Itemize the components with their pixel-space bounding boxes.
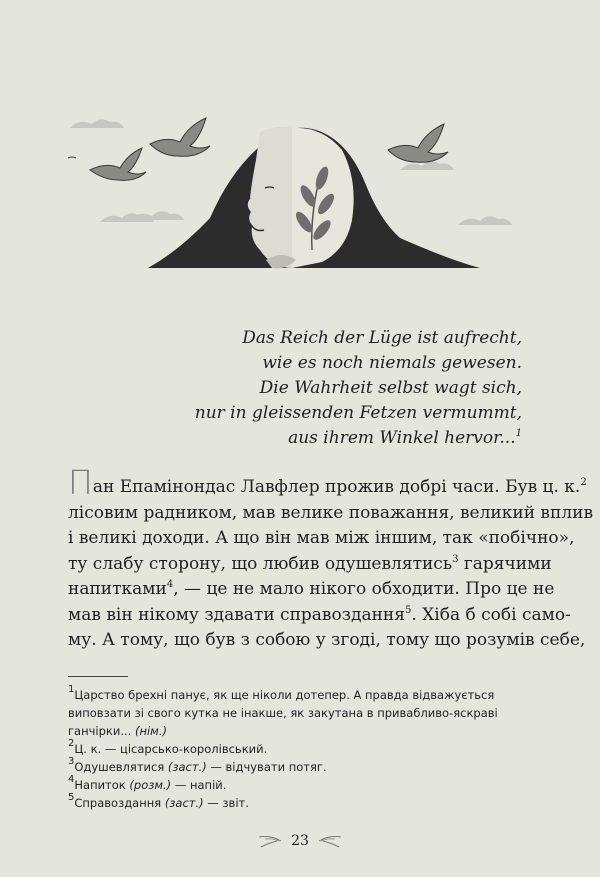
footnotes (68, 686, 536, 812)
footnote-divider (68, 676, 128, 677)
body-line: му. А тому, що був з собою у згоді, тому що розумів себе, (68, 630, 586, 650)
footnote-1: $^1$Царство брехні панує, як ще ніколи дотепер. А правда відважується (68, 684, 495, 702)
body-line: і великі доходи. А що він мав між іншим, так «побічно», (68, 528, 575, 548)
epigraph-line: aus ihrem Winkel hervor...$^1$ (288, 428, 522, 448)
leaf-ornament-left-icon (257, 833, 283, 849)
body-line: лісовим радником, мав велике поважання, великий вплив (68, 502, 594, 523)
drop-cap: П (68, 463, 93, 502)
epigraph-line: nur in gleissenden Fetzen vermummt, (194, 403, 522, 423)
footnote-5: $^5$Справоздання (заст.) — звіт. (68, 792, 249, 810)
footnote-1-cont: виповзати зі свого кутка не інакше, як закутана в привабливо-яскраві (68, 706, 498, 720)
body-text (68, 463, 594, 654)
epigraph-line: Die Wahrheit selbst wagt sich, (259, 378, 522, 398)
body-line: напитками$^4$, — це не мало нікого обходити. Про це не (68, 579, 555, 599)
body-line: Пан Епамінондас Лавфлер прожив добрі часи. Був ц. к.$^2$ (68, 463, 587, 502)
woman-with-doves-illustration (60, 100, 530, 290)
body-line: ту слабу сторону, що любив одушевлятись$^3$ гарячими (68, 553, 552, 574)
footnote-ref[interactable]: 4 (166, 579, 174, 590)
footnote-1-cont: ганчірки... (нім.) (68, 724, 167, 738)
body-line: мав він нікому здавати справоздання$^5$. Хіба б собі само- (68, 604, 571, 625)
footnote-ref[interactable]: 2 (580, 477, 587, 488)
footnote-ref[interactable]: 1 (515, 428, 522, 439)
footnote-2: $^2$Ц. к. — цісарсько-королівський. (68, 738, 268, 756)
leaf-ornament-right-icon (317, 833, 343, 849)
footnote-4: $^4$Напиток (розм.) — напій. (68, 774, 227, 792)
footnote-ref[interactable]: 5 (405, 604, 412, 616)
footnote-3: $^3$Одушевлятися (заст.) — відчувати потяг. (68, 756, 327, 774)
epigraph-line: Das Reich der Lüge ist aufrecht, (242, 328, 522, 348)
page-number: 23 (291, 833, 309, 849)
epigraph (142, 326, 522, 451)
page-footer (240, 828, 360, 854)
epigraph-line: wie es noch niemals gewesen. (262, 353, 522, 373)
footnote-ref[interactable]: 3 (452, 553, 459, 565)
